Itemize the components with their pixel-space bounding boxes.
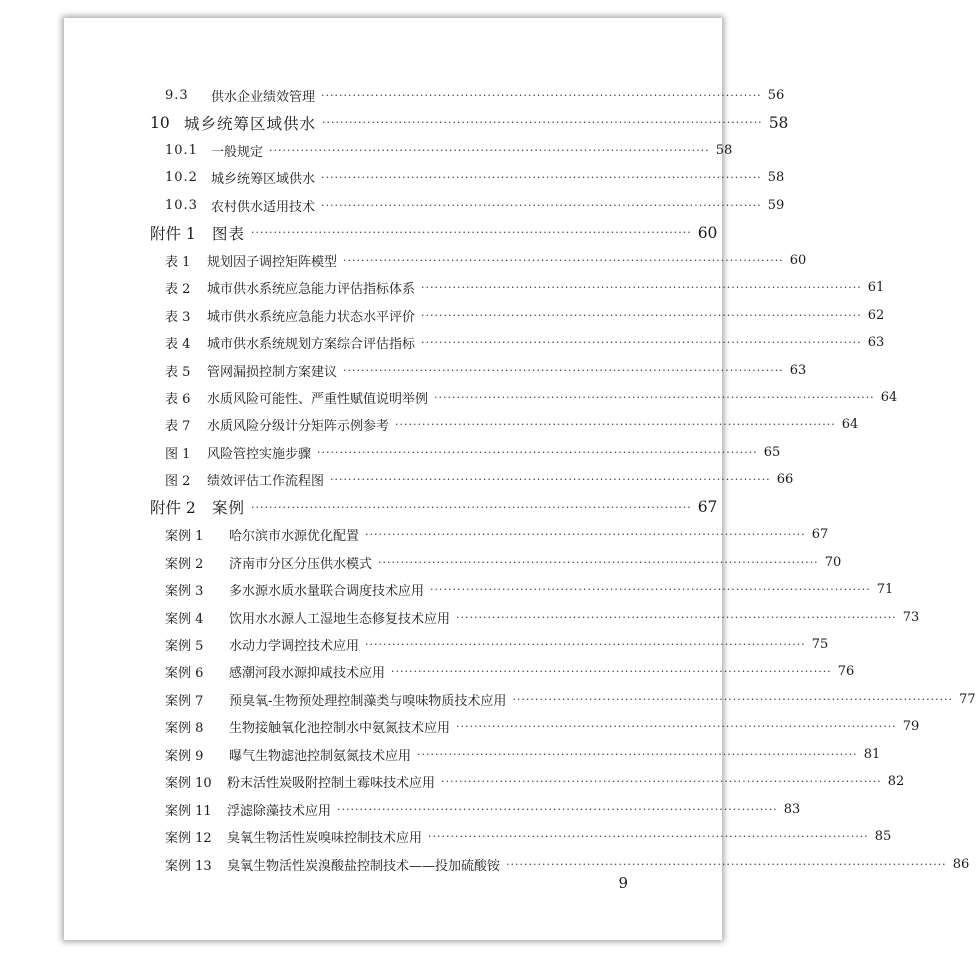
toc-entry	[64, 109, 789, 136]
toc-entry-page: 83	[783, 801, 801, 817]
dot-leader: ··································································································	[391, 665, 832, 679]
toc-entry-number: 10.3	[165, 197, 198, 213]
toc-entry-page: 75	[811, 637, 829, 652]
toc-entry	[64, 631, 829, 658]
toc-entry-title: 图表	[212, 224, 246, 243]
toc-entry	[64, 164, 785, 191]
dot-leader: ··································································································	[456, 610, 897, 624]
toc-entry-title: 绩效评估工作流程图	[207, 474, 325, 490]
toc-entry	[64, 219, 722, 246]
toc-entry-title: 浮滤除藻技术应用	[227, 803, 332, 819]
toc-entry-number: 10.2	[165, 170, 198, 186]
toc-entry-number: 案例 9	[165, 748, 204, 764]
dot-leader: ··································································································	[456, 720, 897, 734]
toc-entry-number: 附件 1	[150, 224, 196, 243]
toc-entry-number: 10.1	[165, 142, 198, 158]
dot-leader: ··································································································	[506, 857, 947, 871]
toc-entry-number: 表 1	[165, 254, 191, 270]
toc-entry-title: 生物接触氧化池控制水中氨氮技术应用	[229, 721, 451, 737]
toc-entry-number: 案例 4	[165, 611, 204, 627]
toc-entry-page: 65	[763, 444, 781, 460]
toc-entry-title: 多水源水质水量联合调度技术应用	[229, 584, 425, 600]
toc-entry-page: 60	[789, 252, 807, 268]
dot-leader: ··································································································	[421, 336, 862, 350]
dot-leader: ··································································································	[317, 445, 758, 459]
toc-entry-title: 曝气生物滤池控制氨氮技术应用	[229, 748, 412, 764]
toc-entry-title: 臭氧生物活性炭溴酸盐控制技术——投加硫酸铵	[227, 858, 501, 874]
toc-entry-number: 案例 7	[165, 693, 204, 709]
dot-leader: ··································································································	[322, 116, 763, 130]
toc-entry-page: 67	[697, 498, 718, 517]
toc-entry-number: 附件 2	[150, 499, 196, 518]
toc-entry-page: 73	[902, 609, 920, 625]
toc-entry-title: 预臭氧-生物预处理控制藻类与嗅味物质技术应用	[229, 693, 507, 709]
toc-entry-number: 案例 13	[165, 858, 212, 874]
toc-entry	[64, 768, 905, 795]
toc-entry-title: 规划因子调控矩阵模型	[207, 254, 338, 270]
toc-entry-title: 水动力学调控技术应用	[229, 639, 360, 654]
toc-entry-title: 城市供水系统应急能力评估指标体系	[207, 282, 416, 298]
toc-entry-title: 粉末活性炭吸附控制土霉味技术应用	[227, 776, 436, 792]
toc-entry-page: 82	[887, 774, 905, 790]
dot-leader: ··································································································	[343, 363, 784, 377]
toc-entry	[64, 247, 807, 274]
toc-entry-page: 70	[824, 554, 842, 570]
toc-entry	[64, 274, 885, 301]
toc-entry	[64, 494, 722, 521]
toc-entry-title: 城乡统筹区域供水	[211, 172, 316, 188]
toc-entry-number: 案例 11	[165, 803, 212, 819]
toc-entry	[64, 713, 920, 740]
toc-entry	[64, 521, 829, 548]
dot-leader: ··································································································	[417, 747, 858, 761]
toc-entry-title: 城市供水系统规划方案综合评估指标	[207, 337, 416, 353]
dot-leader: ··································································································	[512, 692, 954, 706]
toc-entry-page: 79	[902, 719, 920, 735]
toc-entry	[64, 549, 842, 576]
toc-entry-title: 饮用水水源人工湿地生态修复技术应用	[229, 611, 451, 627]
toc-entry	[64, 686, 976, 713]
toc-entry-number: 案例 10	[165, 776, 212, 792]
dot-leader: ··································································································	[330, 473, 771, 487]
toc-entry-page: 76	[837, 664, 855, 680]
toc-entry-page: 71	[876, 582, 894, 598]
toc-entry	[64, 439, 781, 466]
toc-entry-page: 77	[959, 691, 976, 707]
dot-leader: ··································································································	[321, 171, 762, 185]
toc-entry-page: 86	[952, 856, 970, 872]
toc-entry	[64, 357, 807, 384]
toc-entry-page: 60	[697, 223, 718, 242]
dot-leader: ··································································································	[321, 89, 762, 102]
toc-entry-title: 城市供水系统应急能力状态水平评价	[207, 309, 416, 325]
dot-leader: ··································································································	[378, 555, 819, 569]
dot-leader: ··································································································	[365, 528, 806, 542]
toc-entry-page: 64	[880, 389, 898, 405]
toc-entry	[64, 796, 801, 823]
toc-entry	[64, 384, 898, 411]
toc-entry-number: 案例 12	[165, 831, 212, 847]
toc-entry	[64, 604, 920, 631]
toc-entry-title: 农村供水适用技术	[211, 199, 316, 215]
dot-leader: ··································································································	[421, 281, 862, 295]
toc-entry-page: 67	[811, 527, 829, 543]
toc-entry	[64, 411, 859, 438]
toc-entry-number: 10	[150, 113, 170, 132]
dot-leader: ··································································································	[421, 308, 862, 322]
toc-entry-page: 66	[776, 472, 794, 488]
toc-entry-title: 水质风险分级计分矩阵示例参考	[207, 419, 390, 435]
toc-entry-page: 58	[768, 113, 789, 132]
toc-entry	[64, 302, 885, 329]
toc-entry-number: 图 2	[165, 474, 191, 490]
toc-entry-number: 表 7	[165, 419, 191, 435]
dot-leader: ··································································································	[395, 418, 836, 432]
toc-entry-title: 哈尔滨市水源优化配置	[229, 529, 360, 545]
toc-entry	[64, 823, 892, 850]
toc-entry-number: 图 1	[165, 446, 191, 462]
toc-entry-title: 风险管控实施步骤	[207, 446, 312, 462]
dot-leader: ··································································································	[365, 638, 806, 651]
dot-leader: ··································································································	[430, 583, 871, 597]
toc-entry-page: 63	[789, 362, 807, 378]
toc-entry-number: 案例 6	[165, 666, 204, 682]
dot-leader: ··································································································	[343, 253, 784, 267]
toc-entry-number: 案例 8	[165, 721, 204, 737]
toc-entry-number: 案例 5	[165, 639, 204, 654]
toc-entry-title: 供水企业绩效管理	[211, 90, 316, 105]
dot-leader: ··································································································	[441, 775, 882, 789]
dot-leader: ··································································································	[434, 390, 875, 404]
toc-entry-number: 表 4	[165, 337, 191, 353]
toc-entry-page: 58	[767, 170, 785, 186]
toc-entry	[64, 192, 785, 219]
toc-entry-number: 表 3	[165, 309, 191, 325]
toc-entry-page: 58	[715, 142, 733, 158]
toc-entry-number: 案例 1	[165, 529, 204, 545]
toc-entry	[64, 466, 794, 493]
toc-entry	[64, 329, 885, 356]
toc-entry-page: 64	[841, 417, 859, 433]
toc-entry	[64, 137, 733, 164]
toc-entry-page: 63	[867, 335, 885, 351]
toc-entry	[64, 576, 894, 603]
toc-entry	[64, 658, 855, 685]
toc-entry-title: 城乡统筹区域供水	[184, 114, 317, 133]
toc-entry-page: 61	[867, 280, 885, 296]
toc-entry-page: 59	[767, 197, 785, 213]
toc-entry	[64, 741, 881, 768]
dot-leader: ··································································································	[428, 830, 869, 844]
toc-entry-title: 一般规定	[211, 144, 264, 160]
toc-entry-number: 9.3	[165, 88, 189, 103]
dot-leader: ··································································································	[321, 198, 762, 212]
toc-entry-number: 案例 2	[165, 556, 204, 572]
toc-entry-number: 表 5	[165, 364, 191, 380]
dot-leader: ··································································································	[269, 143, 710, 157]
page-number: 9	[618, 874, 628, 892]
toc-entry-number: 案例 3	[165, 584, 204, 600]
toc-entry-title: 臭氧生物活性炭嗅味控制技术应用	[227, 831, 423, 847]
toc-entry-title: 济南市分区分压供水模式	[229, 556, 373, 572]
toc-entry-title: 水质风险可能性、严重性赋值说明举例	[207, 391, 429, 407]
toc-entry	[64, 82, 785, 109]
document-page	[64, 18, 976, 940]
toc-entry-page: 81	[863, 746, 881, 762]
toc-entry-title: 感潮河段水源抑咸技术应用	[229, 666, 386, 682]
toc-entry-number: 表 6	[165, 391, 191, 407]
toc-entry-title: 案例	[212, 499, 246, 518]
toc-entry-page: 85	[874, 829, 892, 845]
toc-entry-page: 56	[767, 88, 785, 103]
dot-leader: ··································································································	[337, 802, 778, 816]
toc-entry-page: 62	[867, 307, 885, 323]
toc-entry-title: 管网漏损控制方案建议	[207, 364, 338, 380]
toc-entry-number: 表 2	[165, 282, 191, 298]
dot-leader: ··································································································	[251, 226, 692, 240]
dot-leader: ··································································································	[251, 500, 692, 514]
